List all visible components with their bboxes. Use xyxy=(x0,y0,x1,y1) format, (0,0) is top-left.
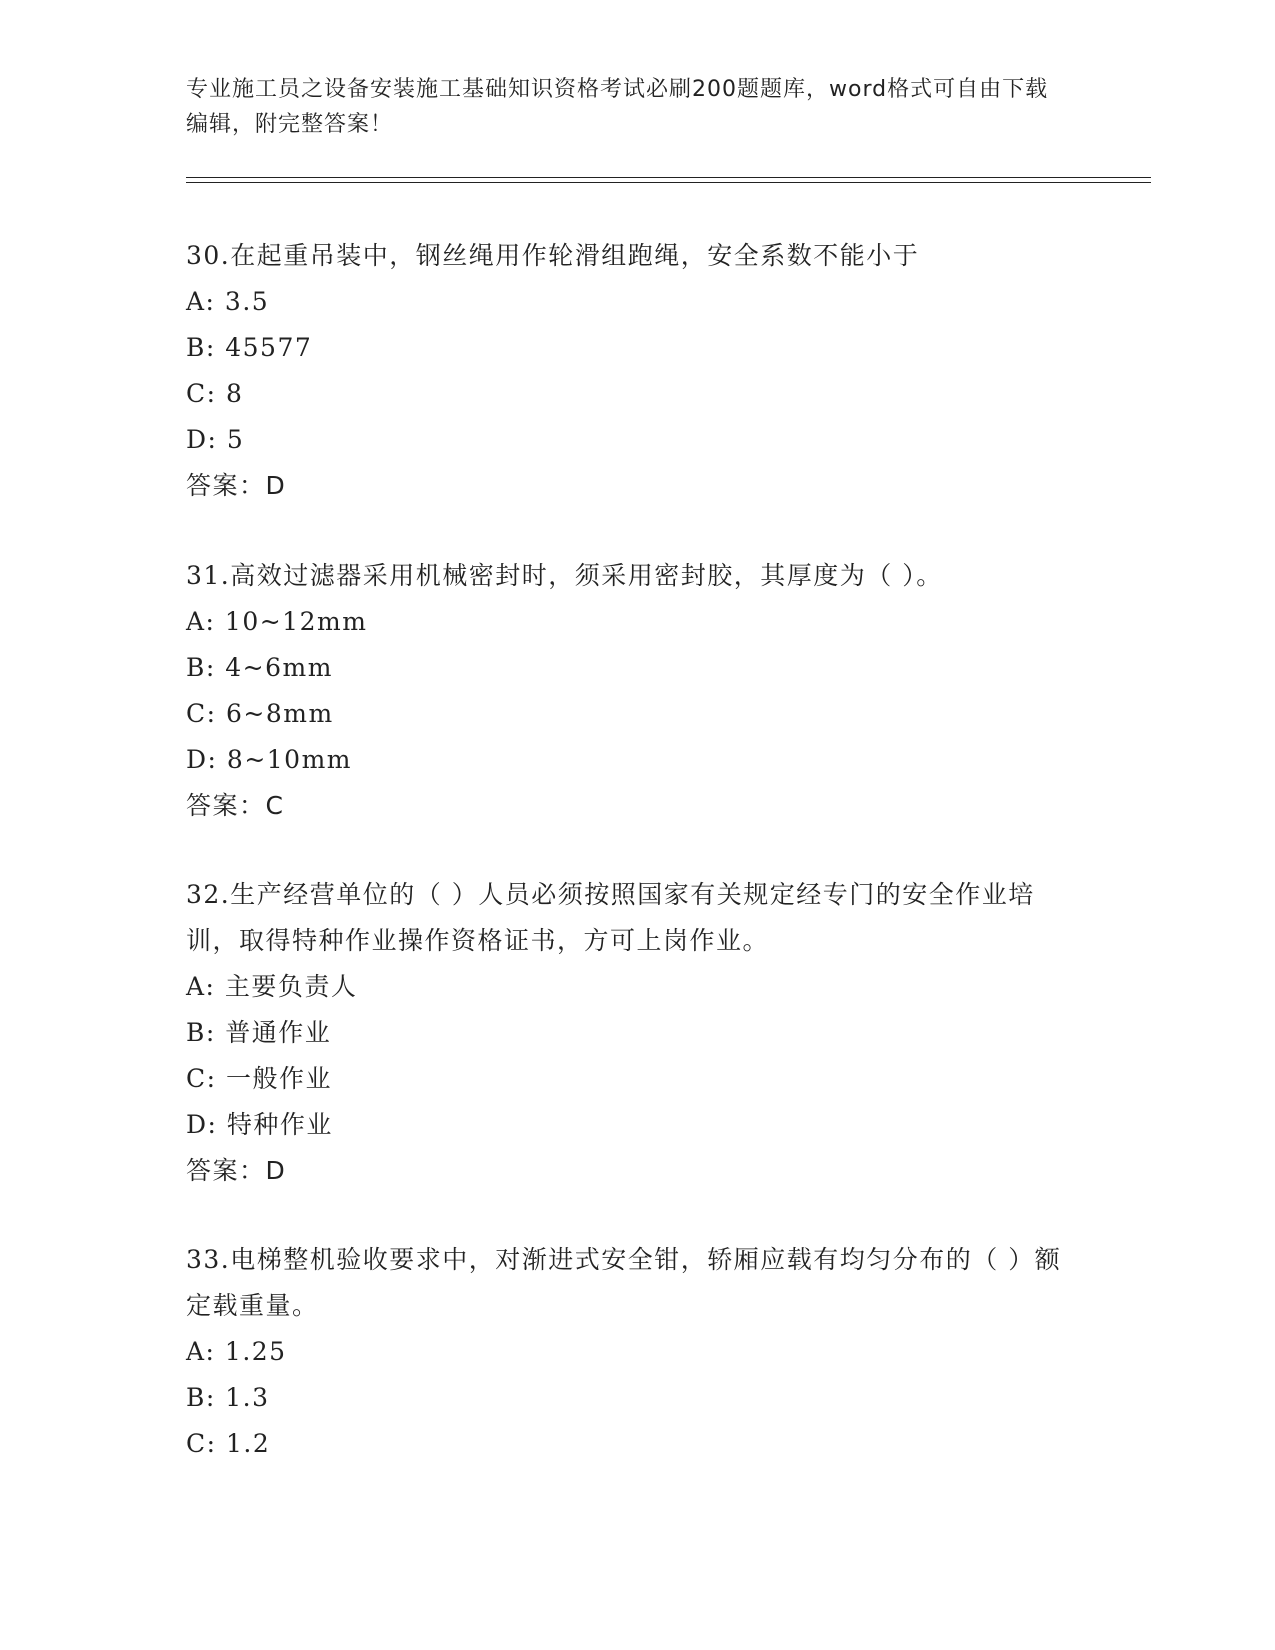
question-32 xyxy=(186,872,1066,1194)
option-c: C: 1.2 xyxy=(186,1429,271,1458)
option-a: A: 1.25 xyxy=(186,1337,287,1366)
option-c: C: 8 xyxy=(186,379,244,408)
header-divider-top xyxy=(186,177,1151,178)
answer: 答案：C xyxy=(186,791,285,820)
question-stem: 31.高效过滤器采用机械密封时，须采用密封胶，其厚度为（ ）。 xyxy=(186,561,943,590)
option-b: B: 普通作业 xyxy=(186,1018,332,1047)
question-31 xyxy=(186,553,1066,829)
question-stem: 30.在起重吊装中，钢丝绳用作轮滑组跑绳，安全系数不能小于 xyxy=(186,241,920,270)
option-a: A: 10~12mm xyxy=(186,607,368,636)
question-30 xyxy=(186,233,1066,509)
question-33 xyxy=(186,1237,1066,1467)
answer: 答案：D xyxy=(186,1156,287,1185)
option-d: D: 特种作业 xyxy=(186,1110,333,1139)
option-b: B: 45577 xyxy=(186,333,313,362)
answer: 答案：D xyxy=(186,471,287,500)
header-divider-bottom xyxy=(186,182,1151,183)
option-a: A: 主要负责人 xyxy=(186,972,358,1001)
option-a: A: 3.5 xyxy=(186,287,270,316)
document-header: 专业施工员之设备安装施工基础知识资格考试必刷200题题库，word格式可自由下载编辑，附完整答案！ xyxy=(186,77,1049,137)
question-stem: 33.电梯整机验收要求中，对渐进式安全钳，轿厢应载有均匀分布的（ ）额定载重量。 xyxy=(186,1245,1062,1320)
option-c: C: 6~8mm xyxy=(186,699,334,728)
option-c: C: 一般作业 xyxy=(186,1064,332,1093)
option-b: B: 4~6mm xyxy=(186,653,333,682)
option-d: D: 5 xyxy=(186,425,245,454)
question-stem: 32.生产经营单位的（ ）人员必须按照国家有关规定经专门的安全作业培训，取得特种作业操作资格证书，方可上岗作业。 xyxy=(186,880,1035,955)
option-d: D: 8~10mm xyxy=(186,745,352,774)
option-b: B: 1.3 xyxy=(186,1383,270,1412)
